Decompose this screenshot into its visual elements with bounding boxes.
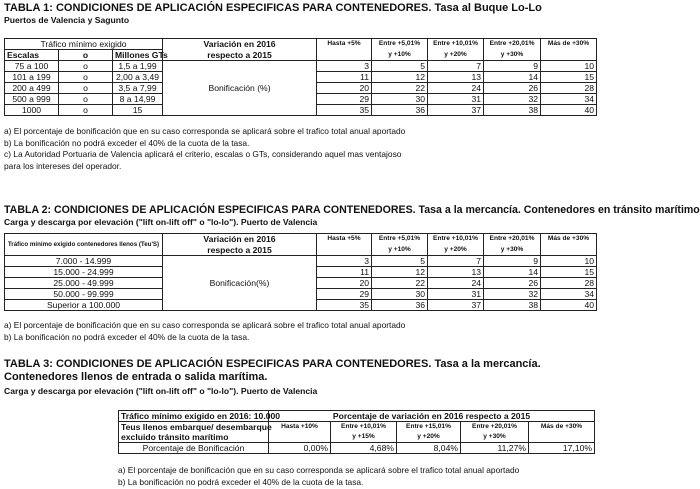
table-row bbox=[5, 267, 597, 278]
t1-value-cell: 22 bbox=[372, 83, 428, 94]
t3-min-traffic: Tráfico mínimo exigido en 2016: 10.000 bbox=[119, 411, 269, 422]
table3-notes bbox=[118, 465, 594, 488]
t2-value-cell: 10 bbox=[541, 256, 597, 267]
t2-value-cell: 37 bbox=[428, 300, 484, 311]
t3-pct-bottom-0 bbox=[269, 432, 331, 443]
t1-value-cell: 34 bbox=[541, 94, 597, 105]
t1-value-cell: 24 bbox=[428, 83, 484, 94]
t1-value-cell: 5 bbox=[372, 61, 428, 72]
t1-escalas-cell: 200 a 499 bbox=[5, 83, 59, 94]
t1-value-cell: 7 bbox=[428, 61, 484, 72]
t1-value-cell: 31 bbox=[428, 94, 484, 105]
t1-spacer bbox=[163, 72, 317, 83]
t2-variation-header-2: respecto a 2015 bbox=[163, 245, 317, 256]
t3-row-label: Porcentaje de Bonificación bbox=[119, 443, 269, 454]
t1-o-cell: o bbox=[59, 72, 113, 83]
note: a) El porcentaje de bonificación que en su caso corresponda se aplicará sobre el trafico total anual aportado bbox=[4, 126, 406, 136]
t1-value-cell: 26 bbox=[484, 83, 541, 94]
t1-pct-bottom-4 bbox=[541, 50, 597, 61]
t2-spacer bbox=[163, 289, 317, 300]
t1-value-cell: 30 bbox=[372, 94, 428, 105]
t1-gts-cell: 15 bbox=[113, 105, 163, 116]
t3-desc-1: Teus llenos embarque/ desembarque bbox=[119, 422, 269, 433]
table-row bbox=[5, 72, 597, 83]
t2-value-cell: 15 bbox=[541, 267, 597, 278]
t1-traffic-header: Tráfico mínimo exigido bbox=[5, 39, 163, 50]
t3-pct-bottom-2: y +20% bbox=[397, 432, 461, 443]
table2-subtitle: Carga y descarga por elevación ("lift on-lift off" o "lo-lo"). Puerto de Valencia bbox=[4, 217, 318, 227]
t1-pct-top-0: Hasta +5% bbox=[317, 39, 372, 50]
t2-value-cell: 40 bbox=[541, 300, 597, 311]
table1-title: TABLA 1: CONDICIONES DE APLICACIÓN ESPECIFICAS PARA CONTENEDORES. Tasa al Buque Lo-Lo bbox=[4, 2, 542, 14]
t1-value-cell: 12 bbox=[372, 72, 428, 83]
t1-col-escalas: Escalas bbox=[5, 50, 59, 61]
t1-pct-bottom-0 bbox=[317, 50, 372, 61]
table2-section bbox=[4, 204, 700, 228]
t3-pct-top-3: Entre +20,01% bbox=[461, 422, 529, 433]
t2-value-cell: 26 bbox=[484, 278, 541, 289]
t2-range-cell: Superior a 100.000 bbox=[5, 300, 163, 311]
t1-pct-top-3: Entre +20,01% bbox=[484, 39, 541, 50]
table2 bbox=[4, 233, 597, 311]
t1-pct-top-4: Más de +30% bbox=[541, 39, 597, 50]
t1-value-cell: 14 bbox=[484, 72, 541, 83]
t2-pct-top-1: Entre +5,01% bbox=[372, 234, 428, 245]
t2-value-cell: 7 bbox=[428, 256, 484, 267]
t2-value-cell: 28 bbox=[541, 278, 597, 289]
t3-value-cell: 17,10% bbox=[529, 443, 595, 454]
t2-pct-bottom-4 bbox=[541, 245, 597, 256]
t2-spacer bbox=[163, 300, 317, 311]
t2-spacer bbox=[163, 267, 317, 278]
t2-value-cell: 13 bbox=[428, 267, 484, 278]
t1-o-cell: o bbox=[59, 94, 113, 105]
table-row bbox=[119, 443, 595, 454]
t2-value-cell: 5 bbox=[372, 256, 428, 267]
t2-value-cell: 22 bbox=[372, 278, 428, 289]
t2-value-cell: 32 bbox=[484, 289, 541, 300]
note: b) La bonificación no podrá exceder el 40% de la cuota de la tasa. bbox=[4, 331, 250, 342]
table1-section bbox=[4, 2, 596, 26]
table1-notes bbox=[4, 126, 596, 172]
note: a) El porcentaje de bonificación que en su caso corresponda se aplicará sobre el trafico total anual aportado bbox=[118, 465, 520, 475]
t2-pct-top-3: Entre +20,01% bbox=[484, 234, 541, 245]
t2-pct-bottom-1: y +10% bbox=[372, 245, 428, 256]
table-row bbox=[5, 278, 597, 289]
t1-value-cell: 10 bbox=[541, 61, 597, 72]
t2-pct-top-0: Hasta +5% bbox=[317, 234, 372, 245]
t1-gts-cell: 2,00 a 3,49 bbox=[113, 72, 163, 83]
t1-variation-header-2: respecto a 2015 bbox=[163, 50, 317, 61]
note: b) La bonificación no podrá exceder el 40% de la cuota de la tasa. bbox=[118, 476, 364, 487]
t2-range-cell: 50.000 - 99.999 bbox=[5, 289, 163, 300]
t2-variation-header-1: Variación en 2016 bbox=[163, 234, 317, 245]
t1-value-cell: 35 bbox=[317, 105, 372, 116]
t2-value-cell: 24 bbox=[428, 278, 484, 289]
t3-pct-bottom-4 bbox=[529, 432, 595, 443]
t1-pct-bottom-3: y +30% bbox=[484, 50, 541, 61]
table-row bbox=[5, 83, 597, 94]
t2-value-cell: 36 bbox=[372, 300, 428, 311]
t2-pct-top-4: Más de +30% bbox=[541, 234, 597, 245]
t1-gts-cell: 8 a 14,99 bbox=[113, 94, 163, 105]
t1-value-cell: 38 bbox=[484, 105, 541, 116]
note: a) El porcentaje de bonificación que en su caso corresponda se aplicará sobre el trafico total anual aportado bbox=[4, 320, 406, 330]
t2-value-cell: 9 bbox=[484, 256, 541, 267]
t3-variation-header: Porcentaje de variación en 2016 respecto a 2015 bbox=[269, 411, 595, 422]
t3-value-cell: 11,27% bbox=[461, 443, 529, 454]
t2-pct-bottom-3: y +30% bbox=[484, 245, 541, 256]
t1-o-cell: o bbox=[59, 83, 113, 94]
note: c) La Autoridad Portuaria de Valencia aplicará el criterio, escalas o GTs, considerando aquel mas ventajoso bbox=[4, 149, 402, 159]
t1-value-cell: 37 bbox=[428, 105, 484, 116]
t1-value-cell: 15 bbox=[541, 72, 597, 83]
t2-pct-bottom-2: y +20% bbox=[428, 245, 484, 256]
t2-value-cell: 31 bbox=[428, 289, 484, 300]
t1-escalas-cell: 1000 bbox=[5, 105, 59, 116]
t2-value-cell: 38 bbox=[484, 300, 541, 311]
t1-value-cell: 36 bbox=[372, 105, 428, 116]
t2-pct-top-2: Entre +10,01% bbox=[428, 234, 484, 245]
t3-value-cell: 8,04% bbox=[397, 443, 461, 454]
table3-section bbox=[4, 358, 596, 397]
t2-spacer bbox=[163, 256, 317, 267]
t1-value-cell: 32 bbox=[484, 94, 541, 105]
t1-gts-cell: 3,5 a 7,99 bbox=[113, 83, 163, 94]
t1-value-cell: 9 bbox=[484, 61, 541, 72]
t1-escalas-cell: 101 a 199 bbox=[5, 72, 59, 83]
table-row bbox=[5, 105, 597, 116]
t2-range-cell: 15.000 - 24.999 bbox=[5, 267, 163, 278]
t1-spacer bbox=[163, 94, 317, 105]
t1-value-cell: 40 bbox=[541, 105, 597, 116]
table-row bbox=[5, 300, 597, 311]
t3-desc-2: excluido tránsito marítimo bbox=[119, 432, 269, 443]
table-row bbox=[5, 289, 597, 300]
t3-pct-bottom-1: y +15% bbox=[331, 432, 397, 443]
t2-value-cell: 12 bbox=[372, 267, 428, 278]
t3-pct-top-2: Entre +15,01% bbox=[397, 422, 461, 433]
t1-pct-top-2: Entre +10,01% bbox=[428, 39, 484, 50]
t3-pct-top-4: Más de +30% bbox=[529, 422, 595, 433]
t1-value-cell: 20 bbox=[317, 83, 372, 94]
table1 bbox=[4, 38, 597, 116]
t2-value-cell: 14 bbox=[484, 267, 541, 278]
t1-col-o: o bbox=[59, 50, 113, 61]
t2-traffic-header: Tráfico mínimo exigido contenedores llenos (Teu'S) bbox=[5, 234, 163, 256]
note: b) La bonificación no podrá exceder el 40% de la cuota de la tasa. bbox=[4, 137, 250, 148]
t1-o-cell: o bbox=[59, 61, 113, 72]
t1-col-gts: Millones GTs bbox=[113, 50, 163, 61]
t2-value-cell: 20 bbox=[317, 278, 372, 289]
t2-value-cell: 29 bbox=[317, 289, 372, 300]
t1-value-cell: 28 bbox=[541, 83, 597, 94]
note: para los intereses del operador. bbox=[4, 160, 122, 171]
t1-escalas-cell: 500 a 999 bbox=[5, 94, 59, 105]
table-row bbox=[5, 94, 597, 105]
t1-escalas-cell: 75 a 100 bbox=[5, 61, 59, 72]
t1-pct-bottom-1: y +10% bbox=[372, 50, 428, 61]
t1-value-cell: 13 bbox=[428, 72, 484, 83]
t1-spacer bbox=[163, 105, 317, 116]
t1-pct-top-1: Entre +5,01% bbox=[372, 39, 428, 50]
table2-title: TABLA 2: CONDICIONES DE APLICACIÓN ESPECIFICAS PARA CONTENEDORES. Tasa a la mercancía. Contenedores en tránsito marítimo bbox=[4, 204, 700, 216]
t1-spacer bbox=[163, 61, 317, 72]
table2-notes bbox=[4, 320, 596, 343]
t1-value-cell: 3 bbox=[317, 61, 372, 72]
table3-subtitle: Carga y descarga por elevación ("lift on-lift off" o "lo-lo"). Puerto de Valencia bbox=[4, 386, 318, 396]
table3 bbox=[118, 410, 595, 454]
t2-bonus-label: Bonificación(%) bbox=[163, 278, 317, 289]
t2-value-cell: 30 bbox=[372, 289, 428, 300]
t3-value-cell: 4,68% bbox=[331, 443, 397, 454]
t3-pct-top-0: Hasta +10% bbox=[269, 422, 331, 433]
t2-value-cell: 3 bbox=[317, 256, 372, 267]
table1-subtitle: Puertos de Valencia y Sagunto bbox=[4, 15, 130, 25]
t2-value-cell: 35 bbox=[317, 300, 372, 311]
t2-range-cell: 25.000 - 49.999 bbox=[5, 278, 163, 289]
t1-gts-cell: 1,5 a 1,99 bbox=[113, 61, 163, 72]
t1-variation-header-1: Variación en 2016 bbox=[163, 39, 317, 50]
t2-pct-bottom-0 bbox=[317, 245, 372, 256]
table-row bbox=[5, 61, 597, 72]
t1-o-cell: o bbox=[59, 105, 113, 116]
table-row bbox=[5, 256, 597, 267]
t2-value-cell: 34 bbox=[541, 289, 597, 300]
t1-bonus-label: Bonificación (%) bbox=[163, 83, 317, 94]
t3-pct-top-1: Entre +10,01% bbox=[331, 422, 397, 433]
t3-pct-bottom-3: y +30% bbox=[461, 432, 529, 443]
t2-value-cell: 11 bbox=[317, 267, 372, 278]
t3-value-cell: 0,00% bbox=[269, 443, 331, 454]
t1-value-cell: 11 bbox=[317, 72, 372, 83]
t1-pct-bottom-2: y +20% bbox=[428, 50, 484, 61]
t1-value-cell: 29 bbox=[317, 94, 372, 105]
t2-range-cell: 7.000 - 14.999 bbox=[5, 256, 163, 267]
table3-title: TABLA 3: CONDICIONES DE APLICACIÓN ESPECIFICAS PARA CONTENEDORES. Tasa a la mercancía. Contenedores llenos de entrada o salida marítima. bbox=[4, 358, 541, 383]
